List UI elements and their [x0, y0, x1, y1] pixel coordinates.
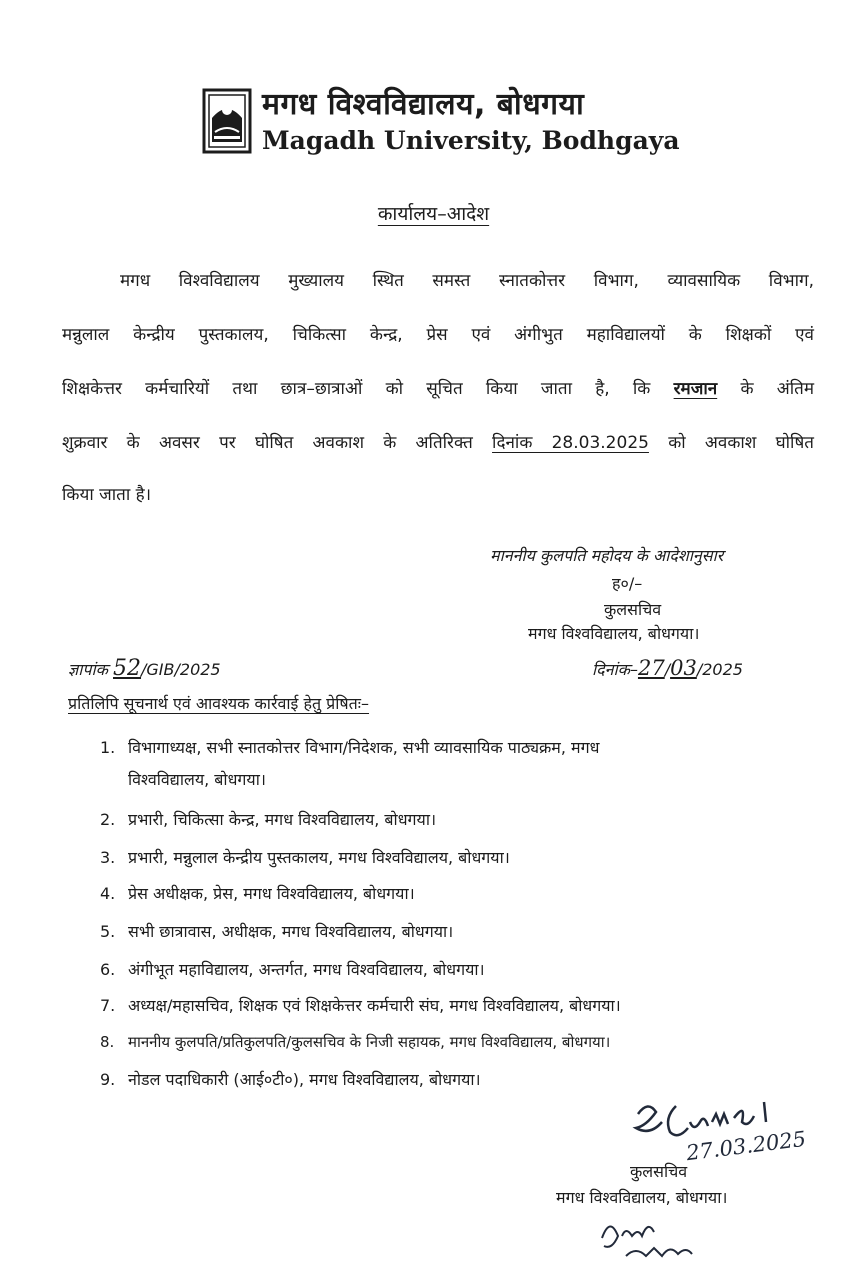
- copy-heading: प्रतिलिपि सूचनार्थ एवं आवश्यक कार्रवाई हेतु प्रेषितः–: [68, 694, 370, 713]
- copy-item-6: 6. अंगीभूत महाविद्यालय, अन्तर्गत, मगध विश्वविद्यालय, बोधगया।: [100, 960, 485, 979]
- by-order-text: माननीय कुलपति महोदय के आदेशानुसार: [490, 546, 724, 565]
- memo-suffix: /GIB/2025: [141, 660, 221, 679]
- body-line-5: किया जाता है।: [62, 485, 152, 505]
- memo-date-day: 27: [637, 656, 665, 680]
- copy-item-3: 3. प्रभारी, मन्नुलाल केन्द्रीय पुस्तकालय, मगध विश्वविद्यालय, बोधगया।: [100, 848, 510, 867]
- copy-item-8: 8. माननीय कुलपति/प्रतिकुलपति/कुलसचिव के निजी सहायक, मगध विश्वविद्यालय, बोधगया।: [100, 1033, 611, 1051]
- handwritten-date: 27.03.2025: [684, 1126, 808, 1166]
- memo-date-line: दिनांक–27/03/2025: [592, 656, 743, 680]
- memo-number-line: [68, 656, 221, 681]
- body-line-1: मगध विश्वविद्यालय मुख्यालय स्थित समस्त स्नातकोत्तर विभाग, व्यावसायिक विभाग,: [120, 271, 814, 291]
- memo-date-year: /2025: [696, 660, 743, 679]
- body-line-4-text: शुक्रवार के अवसर पर घोषित अवकाश के अतिरिक्त: [62, 433, 473, 453]
- copy-item-1: 1. विभागाध्यक्ष, सभी स्नातकोत्तर विभाग/निदेशक, सभी व्यावसायिक पाठ्यक्रम, मगध: [100, 738, 600, 757]
- university-name-hindi: मगध विश्वविद्यालय, बोधगया: [262, 87, 585, 122]
- registrar-designation-2: कुलसचिव: [630, 1162, 688, 1181]
- copy-item-9: 9. नोडल पदाधिकारी (आई०टी०), मगध विश्वविद्यालय, बोधगया।: [100, 1070, 481, 1089]
- order-title: [0, 200, 867, 226]
- memo-date-label: दिनांक–: [592, 660, 638, 679]
- registrar-designation: कुलसचिव: [604, 600, 662, 619]
- copy-item-7: 7. अध्यक्ष/महासचिव, शिक्षक एवं शिक्षकेत्तर कर्मचारी संघ, मगध विश्वविद्यालय, बोधगया।: [100, 996, 621, 1015]
- registrar-office-2: मगध विश्वविद्यालय, बोधगया।: [556, 1188, 728, 1207]
- body-line-2: मन्नुलाल केन्द्रीय पुस्तकालय, चिकित्सा केन्द्र, प्रेस एवं अंगीभुत महाविद्यालयों के शिक्षकों एवं: [62, 325, 814, 345]
- memo-number: 52: [113, 656, 142, 681]
- holiday-date: दिनांक 28.03.2025: [492, 433, 649, 453]
- university-logo: [202, 88, 252, 154]
- copy-item-1-cont: विश्वविद्यालय, बोधगया।: [128, 770, 266, 789]
- copy-item-5: 5. सभी छात्रावास, अधीक्षक, मगध विश्वविद्यालय, बोधगया।: [100, 922, 454, 941]
- registrar-office: मगध विश्वविद्यालय, बोधगया।: [528, 624, 700, 643]
- body-line-3-end: के अंतिम: [740, 379, 814, 399]
- signed-mark: ह०/–: [612, 574, 643, 593]
- body-line-4: [62, 430, 814, 453]
- body-line-4-end: को अवकाश घोषित: [668, 433, 814, 453]
- ramzan-text: रमजान: [673, 379, 718, 399]
- order-title-text: कार्यालय–आदेश: [377, 203, 490, 225]
- memo-label: ज्ञापांक: [68, 660, 108, 679]
- body-line-3-text: शिक्षकेत्तर कर्मचारियों तथा छात्र–छात्राओं को सूचित किया जाता है, कि: [62, 379, 651, 399]
- copy-item-4: 4. प्रेस अधीक्षक, प्रेस, मगध विश्वविद्यालय, बोधगया।: [100, 884, 415, 903]
- body-line-3: [62, 376, 814, 399]
- university-name-english: Magadh University, Bodhgaya: [262, 126, 680, 155]
- memo-date-month: 03: [670, 656, 697, 680]
- copy-item-2: 2. प्रभारी, चिकित्सा केन्द्र, मगध विश्वविद्यालय, बोधगया।: [100, 810, 437, 829]
- initials-scribble: [596, 1206, 706, 1266]
